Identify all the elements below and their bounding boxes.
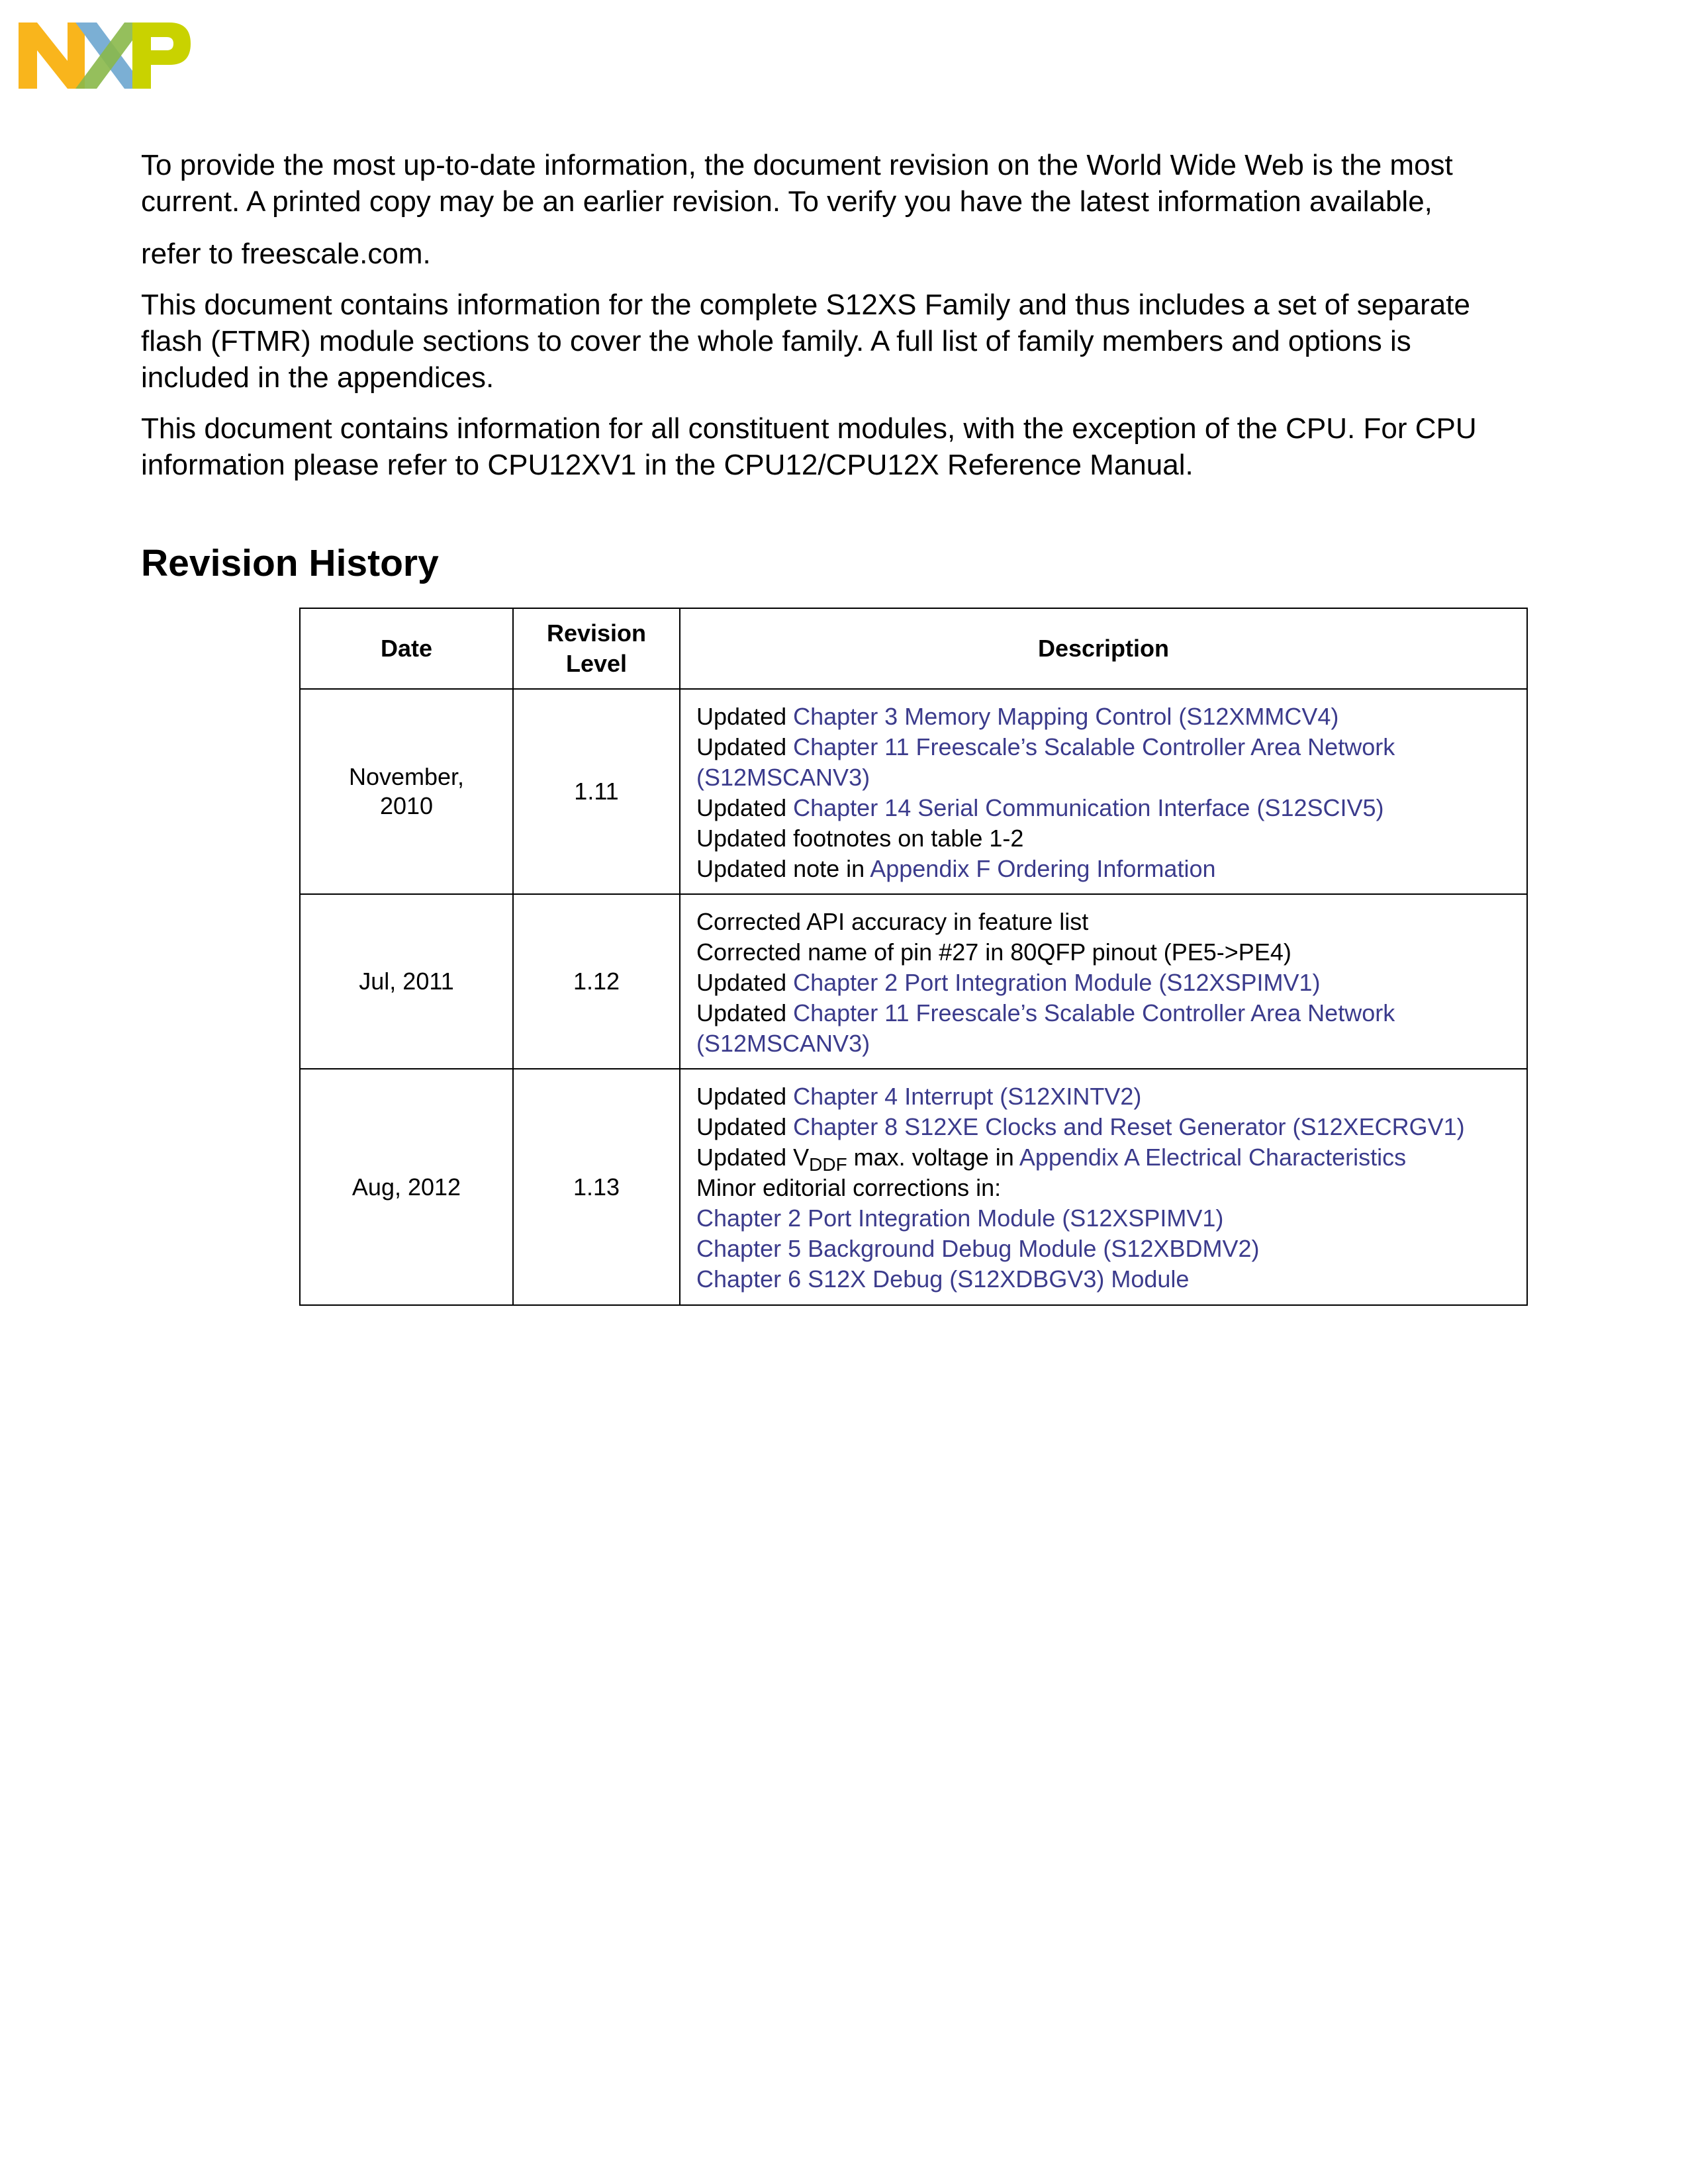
row-level: 1.11 xyxy=(513,689,680,894)
header-level-line-2: Level xyxy=(565,650,628,677)
intro-p1-line-2: current. A printed copy may be an earlier revision. To verify you have the latest information available, xyxy=(141,185,1432,218)
desc-line: Corrected API accuracy in feature list xyxy=(696,908,1089,935)
row-date: Jul, 2011 xyxy=(300,894,513,1069)
row-date: Aug, 2012 xyxy=(300,1069,513,1305)
intro-p4-line-1: This document contains information for all constituent modules, with the exception of the CPU. For CPU xyxy=(141,412,1477,445)
desc-line xyxy=(696,998,1511,1028)
intro-p4-line-2: information please refer to CPU12XV1 in the CPU12/CPU12X Reference Manual. xyxy=(141,449,1194,481)
chapter-link[interactable]: Chapter 5 Background Debug Module (S12XBDMV2) xyxy=(696,1235,1260,1262)
desc-line xyxy=(696,1203,1511,1234)
intro-paragraph-2: refer to freescale.com. xyxy=(141,238,431,270)
desc-line xyxy=(696,1142,1511,1173)
chapter-link[interactable]: Chapter 11 Freescale’s Scalable Controller Area Network xyxy=(793,999,1395,1026)
table-row xyxy=(300,689,1527,894)
row-description xyxy=(680,894,1527,1069)
chapter-link[interactable]: Chapter 6 S12X Debug (S12XDBGV3) Module xyxy=(696,1265,1190,1293)
table-header-row xyxy=(300,608,1527,689)
chapter-link[interactable]: Chapter 2 Port Integration Module (S12XSPIMV1) xyxy=(696,1205,1224,1232)
appendix-link[interactable]: Appendix A Electrical Characteristics xyxy=(1019,1144,1407,1171)
intro-p3-line-3: included in the appendices. xyxy=(141,361,494,394)
chapter-link[interactable]: Chapter 4 Interrupt (S12XINTV2) xyxy=(793,1083,1142,1110)
logo-letter-n xyxy=(19,23,85,89)
row-level: 1.13 xyxy=(513,1069,680,1305)
desc-line xyxy=(696,968,1511,998)
desc-text: Updated xyxy=(696,969,794,996)
desc-text: Updated xyxy=(696,1113,794,1140)
desc-line: Corrected name of pin #27 in 80QFP pinout (PE5->PE4) xyxy=(696,938,1291,966)
desc-text: Updated xyxy=(696,794,794,821)
desc-line xyxy=(696,762,1511,793)
desc-text: Updated note in xyxy=(696,855,870,882)
intro-p3-line-1: This document contains information for the complete S12XS Family and thus includes a set of separate xyxy=(141,289,1470,321)
chapter-link[interactable]: Chapter 8 S12XE Clocks and Reset Generator (S12XECRGV1) xyxy=(793,1113,1465,1140)
desc-line: Updated footnotes on table 1-2 xyxy=(696,825,1024,852)
desc-text: Updated xyxy=(696,733,794,760)
header-revision-level xyxy=(513,608,680,689)
chapter-link[interactable]: (S12MSCANV3) xyxy=(696,1030,870,1057)
intro-paragraph-4 xyxy=(141,410,1558,483)
desc-line xyxy=(696,1112,1511,1142)
section-title: Revision History xyxy=(141,542,439,584)
header-date: Date xyxy=(300,608,513,689)
revision-history-table xyxy=(299,608,1528,1306)
intro-text xyxy=(141,147,1558,483)
nxp-logo xyxy=(19,23,191,89)
chapter-link[interactable]: Chapter 11 Freescale’s Scalable Controller Area Network xyxy=(793,733,1395,760)
chapter-link[interactable]: Chapter 3 Memory Mapping Control (S12XMMCV4) xyxy=(793,703,1339,730)
row-description xyxy=(680,1069,1527,1305)
desc-line xyxy=(696,793,1511,823)
desc-line xyxy=(696,1264,1511,1295)
row-description xyxy=(680,689,1527,894)
desc-line xyxy=(696,1081,1511,1112)
desc-line xyxy=(696,1234,1511,1264)
appendix-link[interactable]: Appendix F Ordering Information xyxy=(870,855,1216,882)
intro-paragraph-1 xyxy=(141,147,1558,220)
table-row xyxy=(300,894,1527,1069)
desc-text: Updated xyxy=(696,703,794,730)
desc-line xyxy=(696,732,1511,762)
intro-paragraph-3 xyxy=(141,287,1558,396)
desc-line xyxy=(696,854,1511,884)
chapter-link[interactable]: (S12MSCANV3) xyxy=(696,764,870,791)
desc-line xyxy=(696,1028,1511,1059)
desc-text: Updated xyxy=(696,999,794,1026)
subscript-ddf: DDF xyxy=(809,1154,847,1175)
header-description: Description xyxy=(680,608,1527,689)
desc-text: Updated xyxy=(696,1083,794,1110)
desc-line: Minor editorial corrections in: xyxy=(696,1174,1002,1201)
row-level: 1.12 xyxy=(513,894,680,1069)
date-line-2: 2010 xyxy=(379,792,434,819)
chapter-link[interactable]: Chapter 2 Port Integration Module (S12XSPIMV1) xyxy=(793,969,1321,996)
desc-text: max. voltage in xyxy=(847,1144,1019,1171)
row-date xyxy=(300,689,513,894)
table-row xyxy=(300,1069,1527,1305)
date-line-1: November, xyxy=(348,763,465,790)
logo-letter-p xyxy=(132,23,191,89)
desc-text: Updated V xyxy=(696,1144,810,1171)
chapter-link[interactable]: Chapter 14 Serial Communication Interface (S12SCIV5) xyxy=(793,794,1384,821)
intro-p3-line-2: flash (FTMR) module sections to cover the whole family. A full list of family members and options is xyxy=(141,325,1411,357)
intro-p1-line-1: To provide the most up-to-date information, the document revision on the World Wide Web is the most xyxy=(141,149,1453,181)
desc-line xyxy=(696,702,1511,732)
header-level-line-1: Revision xyxy=(546,619,647,647)
